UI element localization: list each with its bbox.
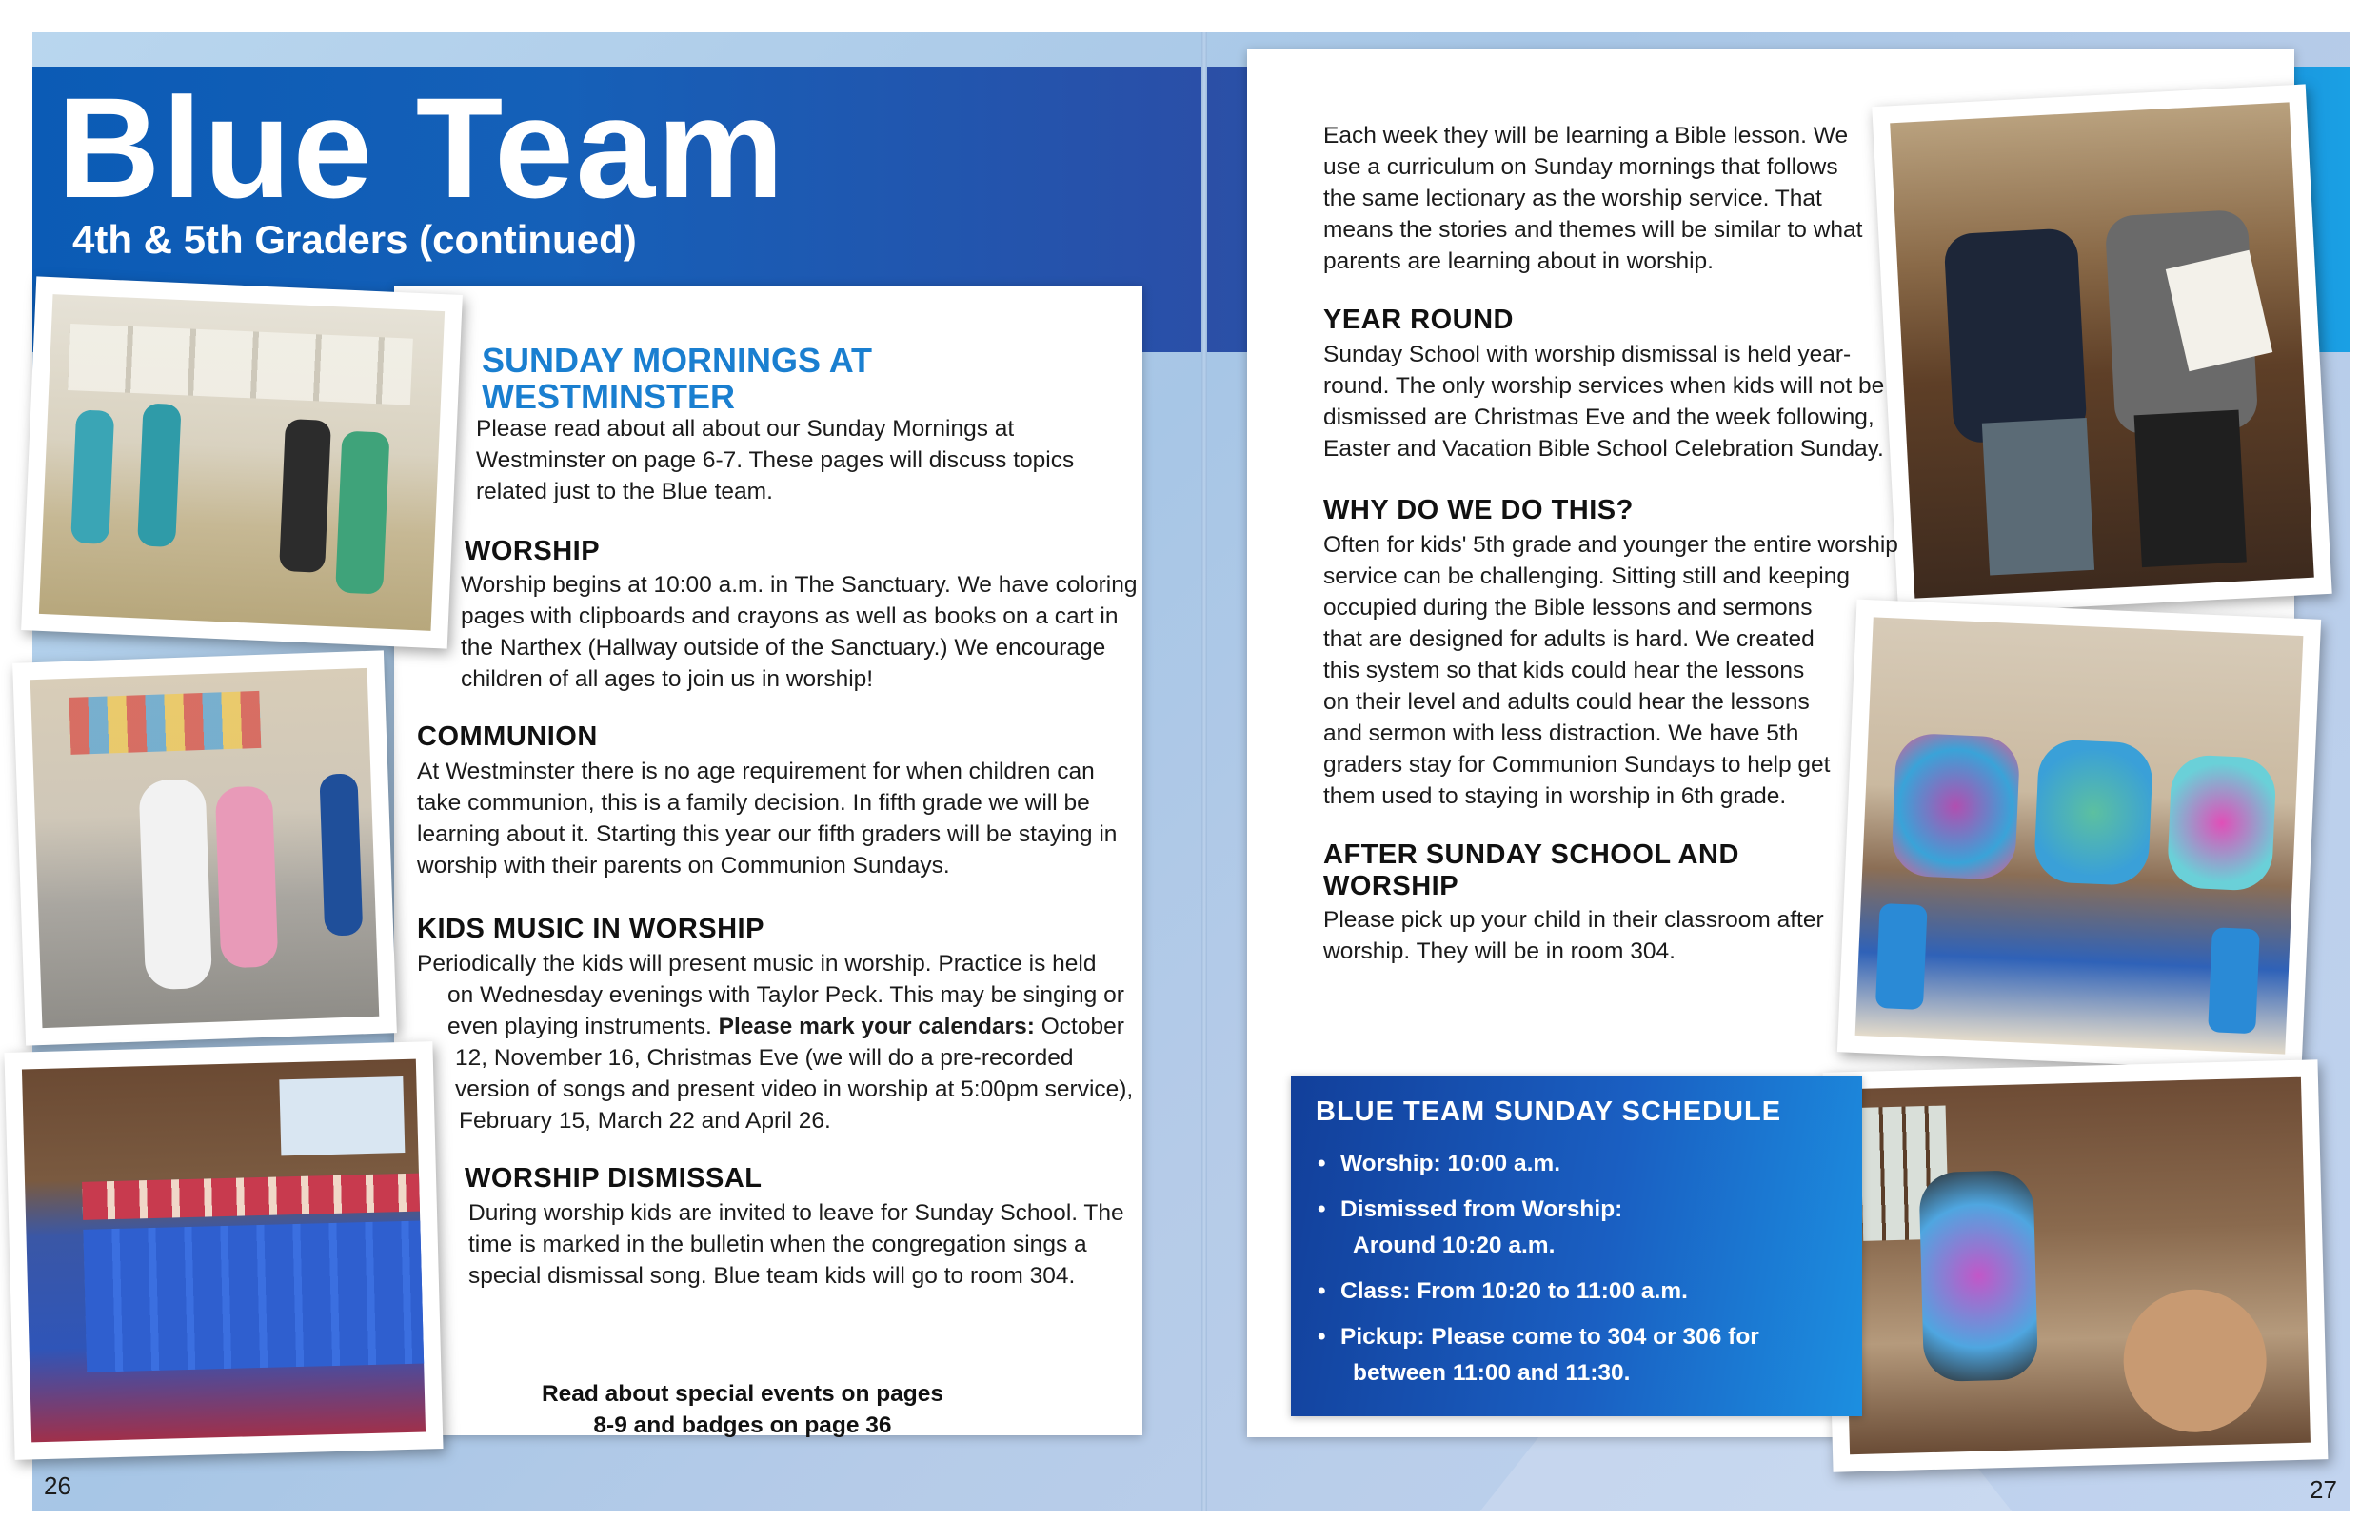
section-heading-communion: COMMUNION [417,721,598,752]
section-heading-worship: WORSHIP [465,536,601,566]
schedule-item-pickup: • Pickup: Please come to 304 or 306 for between 11:00 and 11:30. [1318,1324,1759,1386]
page-title: Blue Team [57,68,786,227]
schedule-item-worship: • Worship: 10:00 a.m. [1318,1151,1561,1176]
worship-text: Worship begins at 10:00 a.m. in The Sanctuary. We have coloring pages with clipboards and crayons as well as books on a cart in the Narthex (Hallway outside of the Sanctuary.) We encourage children of all ages to join us in worship! [461,572,1138,692]
worship-dismissal-text: During worship kids are invited to leave for Sunday School. The time is marked in the bulletin when the congregation sings a special dismissal song. Blue team kids will go to room 304. [468,1200,1124,1289]
schedule-item-class: • Class: From 10:20 to 11:00 a.m. [1318,1278,1688,1304]
why-text: Often for kids' 5th grade and younger the entire worship service can be challenging. Sitting still and keeping occupied during the Bible lessons and sermons that are designed for adults is hard. We created this system so that kids could hear the lessons on their level and adults could hear the lessons and sermon with less distraction. We have 5th graders stay for Communion Sundays to help get them used to staying in worship in 6th grade. [1323,532,1898,809]
page-spine [1201,32,1207,1511]
photo-kids-dancing [21,276,463,648]
section-heading-kids-music: KIDS MUSIC IN WORSHIP [417,914,764,944]
photo-mummy-wrap-game [12,650,397,1045]
year-round-text: Sunday School with worship dismissal is held year- round. The only worship services when kids will not be dismissed are Christmas Eve and the week following, Easter and Vacation Bible School Celebration Sunday. [1323,342,1885,462]
right-intro-text: Each week they will be learning a Bible lesson. We use a curriculum on Sunday mornings that follows the same lectionary as the worship service. That means the stories and themes will be similar to what parents are learning about in worship. [1323,123,1863,274]
schedule-box [1291,1076,1862,1416]
communion-text: At Westminster there is no age requirement for when children can take communion, this is a family decision. In fifth grade we will be learning about it. Starting this year our fifth graders will be staying in worship with their parents on Communion Sundays. [417,759,1118,879]
schedule-item-dismissed: • Dismissed from Worship: Around 10:20 a.m. [1318,1196,1623,1258]
page-subtitle: 4th & 5th Graders (continued) [72,217,637,262]
sunday-mornings-intro: Please read about all about our Sunday Mornings at Westminster on page 6-7. These pages will discuss topics related just to the Blue team. [476,416,1075,504]
closing-note: Read about special events on pages 8-9 and badges on page 36 [541,1381,944,1438]
photo-boys-reading [1872,84,2331,616]
page-number-right: 27 [2310,1475,2337,1504]
photo-girls-crafting [1837,600,2321,1073]
section-heading-year-round: YEAR ROUND [1323,305,1514,335]
section-heading-sunday-mornings: SUNDAY MORNINGS AT WESTMINSTER [482,341,873,416]
section-heading-worship-dismissal: WORSHIP DISMISSAL [465,1163,763,1194]
photo-choir [4,1041,443,1460]
kids-music-text: Periodically the kids will present music in worship. Practice is held on Wednesday evenings with Taylor Peck. This may be singing or even playing instruments. Please mark your calendars: October 12, November 16, Christmas Eve (we will do a pre-recorded version of songs and present video in worship at 5:00pm service), February 15, March 22 and April 26. [417,951,1134,1134]
after-sunday-school-text: Please pick up your child in their classroom after worship. They will be in room 304. [1323,907,1824,964]
page-number-left: 26 [44,1471,71,1500]
schedule-title: BLUE TEAM SUNDAY SCHEDULE [1316,1096,1782,1127]
photo-classroom-kids [1823,1059,2329,1471]
section-heading-why: WHY DO WE DO THIS? [1323,495,1634,525]
section-heading-after-sunday-school: AFTER SUNDAY SCHOOL AND WORSHIP [1323,839,1739,901]
